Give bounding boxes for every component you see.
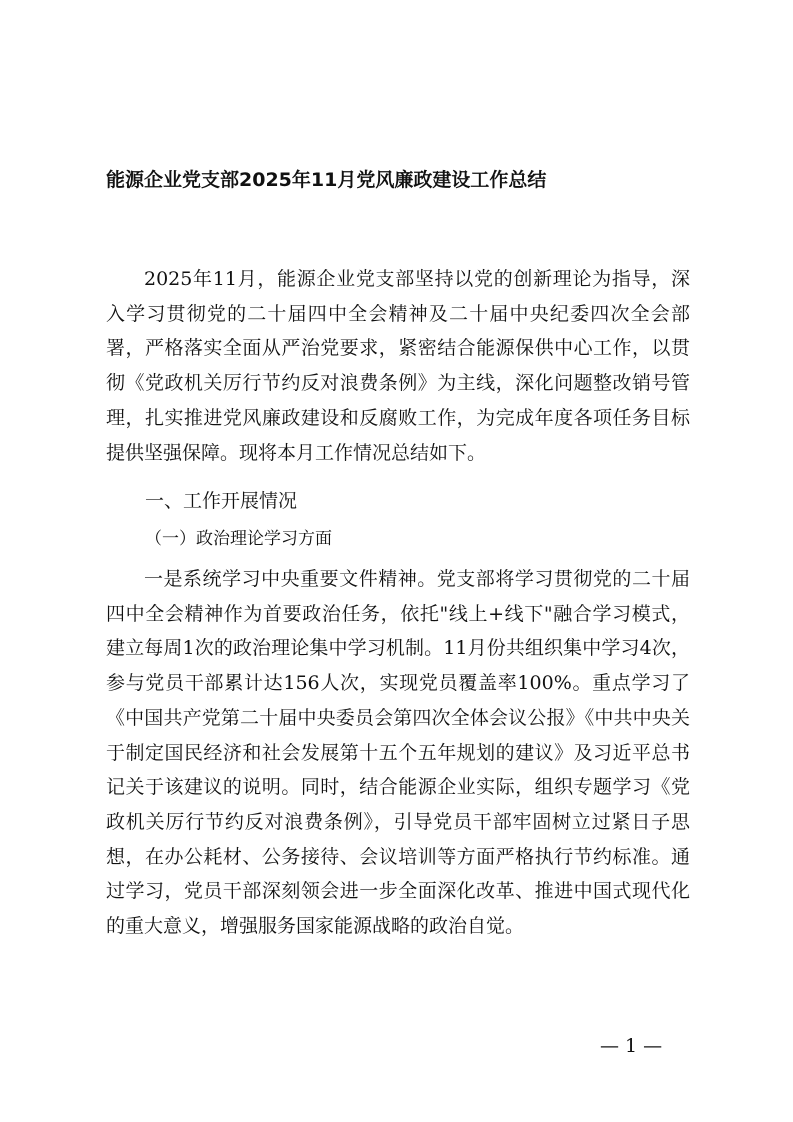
subsection-heading: （一）政治理论学习方面 (145, 529, 332, 549)
page-number: — 1 — (600, 1035, 663, 1057)
section-heading: 一、工作开展情况 (145, 490, 298, 512)
document-title: 能源企业党支部2025年11月党风廉政建设工作总结 (106, 169, 547, 191)
body-paragraph: 一是系统学习中央重要文件精神。党支部将学习贯彻党的二十届四中全会精神作为首要政治任务，依托"线上+线下"融合学习模式，建立每周1次的政治理论集中学习机制。11月份共组织集中学习4次，参与党员干部累计达156人次，实现党员覆盖率100%。重点学习了《中国共产党第二十届中央委员会第四次全体会议公报》《中共中央关于制定国民经济和社会发展第十五个五年规划的建议》及习近平总书记关于该建议的说明。同时，结合能源企业实际，组织专题学习《党政机关厉行节约反对浪费条例》，引导党员干部牢固树立过紧日子思想，在办公耗材、公务接待、会议培训等方面严格执行节约标准。通过学习，党员干部深刻领会进一步全面深化改革、推进中国式现代化的重大意义，增强服务国家能源战略的政治自觉。 (106, 568, 690, 938)
intro-paragraph: 2025年11月，能源企业党支部坚持以党的创新理论为指导，深入学习贯彻党的二十届四中全会精神及二十届中央纪委四次全会部署，严格落实全面从严治党要求，紧密结合能源保供中心工作，以贯彻《党政机关厉行节约反对浪费条例》为主线，深化问题整改销号管理，扎实推进党风廉政建设和反腐败工作，为完成年度各项任务目标提供坚强保障。现将本月工作情况总结如下。 (106, 268, 690, 464)
